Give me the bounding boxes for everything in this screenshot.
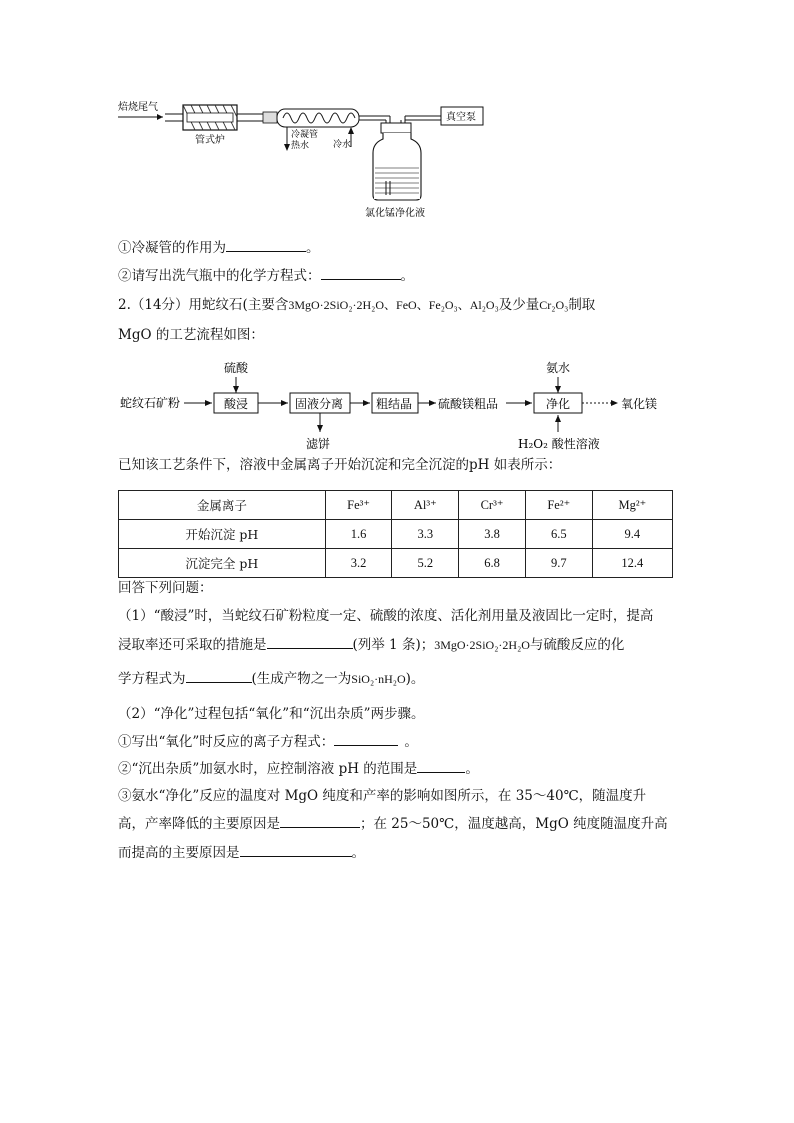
answer-p2-c3-line1: ③氨水“净化”反应的温度对 MgO 纯度和产率的影响如图所示，在 35～40℃，随温度升 — [118, 788, 647, 804]
flow-start: 蛇纹石矿粉 — [120, 396, 181, 410]
table-cell: 12.4 — [592, 549, 672, 578]
process-flow-diagram — [118, 356, 678, 456]
flow-product: 氧化镁 — [621, 397, 658, 411]
answer-blank[interactable] — [240, 842, 352, 857]
answer-blank[interactable] — [321, 265, 401, 280]
answer-p2-c2: ②“沉出杂质”加氨水时，应控制溶液 pH 的范围是 。 — [118, 758, 479, 779]
answer-p2: （2）“净化”过程包括“氧化”和“沉出杂质”两步骤。 — [118, 706, 425, 722]
precipitation-ph-table — [118, 490, 673, 578]
table-cell: 3.8 — [459, 520, 526, 549]
apparatus-diagram — [115, 95, 495, 220]
flow-filter-cake: 滤饼 — [306, 437, 331, 451]
table-row — [119, 549, 673, 578]
furnace-label: 管式炉 — [195, 135, 225, 146]
table-cell: 6.8 — [459, 549, 526, 578]
flow-acid: 硫酸 — [224, 361, 249, 375]
answer-p1-line3: 学方程式为 (生成产物之一为SiO₂·nH₂O)。 — [118, 668, 424, 689]
pump-label: 真空泵 — [446, 112, 476, 123]
condenser-label: 冷凝管 — [291, 130, 319, 140]
flow-ammonia: 氨水 — [546, 361, 571, 375]
exhaust-label: 焙烧尾气 — [118, 102, 158, 113]
answer-lead: 回答下列问题： — [118, 580, 213, 596]
answer-blank[interactable] — [267, 634, 353, 649]
bottle-label: 氯化锰净化液 — [365, 208, 425, 219]
answer-p1-line2: 浸取率还可采取的措施是 (列举 1 条)；3MgO·2SiO₂·2H₂O与硫酸反应的化 — [118, 634, 624, 655]
table-cell: Fe³⁺ — [325, 491, 392, 520]
table-cell: 9.7 — [525, 549, 592, 578]
cold-water-label: 冷水 — [333, 140, 352, 150]
table-cell: Mg²⁺ — [592, 491, 672, 520]
answer-blank[interactable] — [280, 813, 360, 828]
table-cell: 沉淀完全 pH — [119, 549, 326, 578]
table-cell: Al³⁺ — [392, 491, 459, 520]
q2-intro: 2.（14分）用蛇纹石(主要含3MgO·2SiO₂·2H₂O、FeO、Fe₂O₃、Al₂O₃及少量Cr₂O₃制取 — [118, 297, 596, 313]
table-intro: 已知该工艺条件下，溶液中金属离子开始沉淀和完全沉淀的pH 如表所示： — [118, 457, 562, 473]
flow-step2: 固液分离 — [295, 397, 344, 411]
table-row — [119, 520, 673, 549]
table-cell: 金属离子 — [119, 491, 326, 520]
table-cell: 6.5 — [525, 520, 592, 549]
flow-reagent: H₂O₂ 酸性溶液 — [518, 437, 600, 451]
table-cell: 3.2 — [325, 549, 392, 578]
table-cell: 9.4 — [592, 520, 672, 549]
gas-washing-bottle — [373, 123, 421, 200]
answer-blank[interactable] — [417, 758, 465, 773]
table-cell: Cr³⁺ — [459, 491, 526, 520]
answer-p2-c3-line3: 而提高的主要原因是 。 — [118, 842, 365, 863]
table-cell: 5.2 — [392, 549, 459, 578]
table-header-row — [119, 491, 673, 520]
tube-furnace — [183, 105, 237, 130]
q2-intro-line2: MgO 的工艺流程如图： — [118, 327, 264, 343]
answer-blank[interactable] — [186, 668, 252, 683]
flow-step1: 酸浸 — [224, 397, 249, 411]
answer-blank[interactable] — [226, 237, 306, 252]
answer-blank[interactable] — [334, 731, 398, 746]
answer-p1-line1: （1）“酸浸”时，当蛇纹石矿粉粒度一定、硫酸的浓度、活化剂用量及液固比一定时，提高 — [118, 608, 654, 624]
flow-step3: 粗结晶 — [376, 397, 413, 411]
table-cell: 1.6 — [325, 520, 392, 549]
q1-circ1: ①冷凝管的作用为 。 — [118, 237, 320, 258]
table-cell: 开始沉淀 pH — [119, 520, 326, 549]
table-cell: 3.3 — [392, 520, 459, 549]
table-cell: Fe²⁺ — [525, 491, 592, 520]
flow-step4: 净化 — [546, 397, 571, 411]
answer-p2-c1: ①写出“氧化”时反应的离子方程式： 。 — [118, 731, 418, 752]
answer-p2-c3-line2: 高，产率降低的主要原因是 ；在 25～50℃，温度越高，MgO 纯度随温度升高 — [118, 813, 668, 834]
flow-crude: 硫酸镁粗品 — [438, 397, 499, 411]
q1-circ2: ②请写出洗气瓶中的化学方程式： 。 — [118, 265, 414, 286]
hot-water-label: 热水 — [291, 141, 310, 151]
